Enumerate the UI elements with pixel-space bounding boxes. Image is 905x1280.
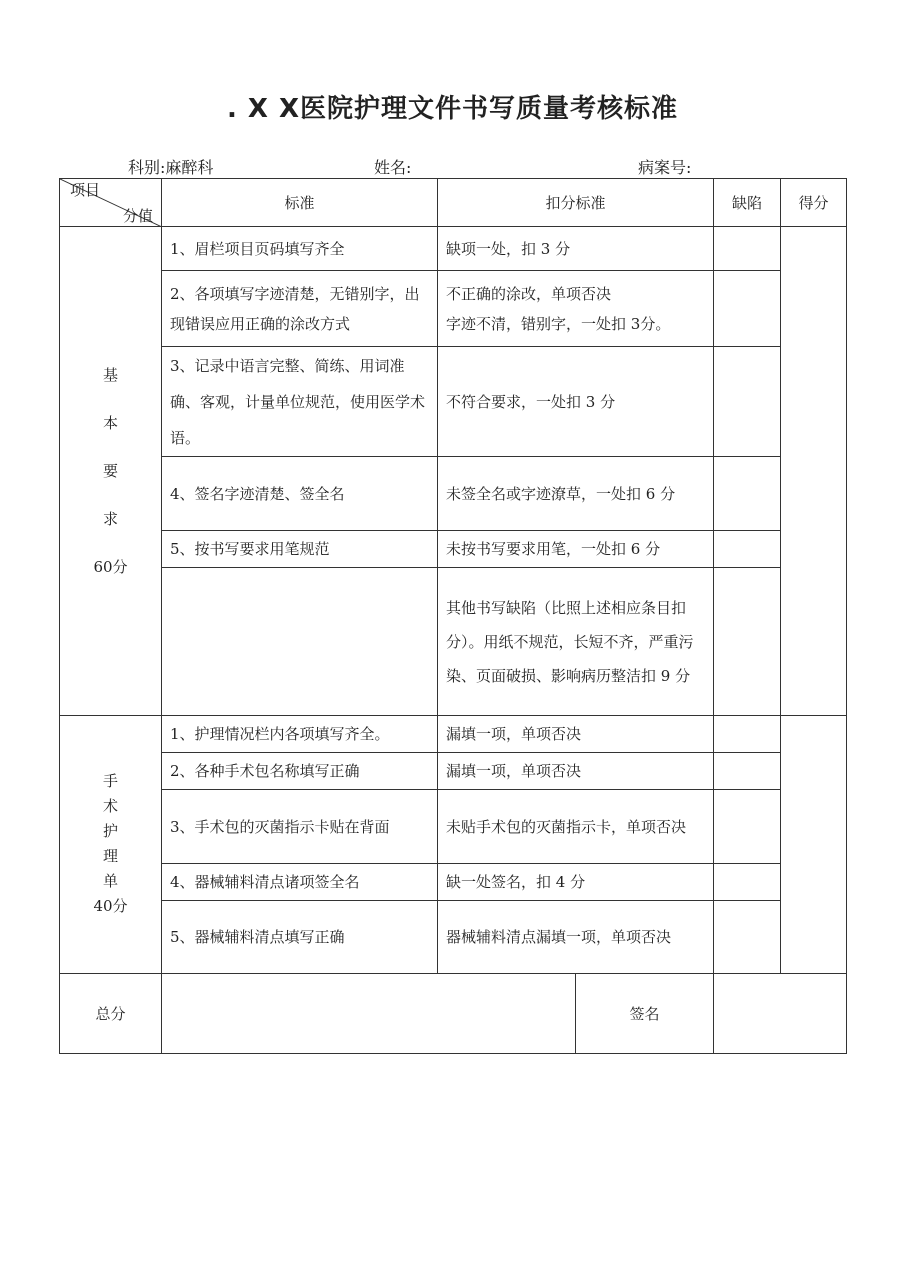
table-row <box>60 864 847 901</box>
standard-cell: 4、签名字迹清楚、签全名 <box>162 457 438 531</box>
assessment-table <box>59 178 847 1054</box>
deduction-cell: 漏填一项，单项否决 <box>438 716 714 753</box>
deduction-cell: 不正确的涂改，单项否决 字迹不清，错别字，一处扣 3分。 <box>438 271 714 347</box>
standard-cell: 3、记录中语言完整、简练、用词准确、客观，计量单位规范，使用医学术语。 <box>162 347 438 457</box>
standard-cell: 5、器械辅料清点填写正确 <box>162 901 438 974</box>
total-score-label: 总分 <box>60 974 162 1054</box>
table-footer-row <box>60 974 847 1054</box>
document-title: . X X医院护理文件书写质量考核标准 <box>226 94 679 124</box>
section-label: 基 本 要 求 60分 <box>93 366 128 576</box>
defect-cell[interactable] <box>714 568 781 716</box>
defect-cell[interactable] <box>714 716 781 753</box>
deduction-cell: 其他书写缺陷（比照上述相应条目扣分）。用纸不规范，长短不齐，严重污染、页面破损、影响病历整洁扣 9 分 <box>438 568 714 716</box>
table-row <box>60 457 847 531</box>
table-row <box>60 790 847 864</box>
standard-cell: 3、手术包的灭菌指示卡贴在背面 <box>162 790 438 864</box>
case-label: 病案号: <box>638 158 692 177</box>
table-row <box>60 901 847 974</box>
defect-cell[interactable] <box>714 864 781 901</box>
table-row <box>60 347 847 457</box>
deduction-cell: 未贴手术包的灭菌指示卡，单项否决 <box>438 790 714 864</box>
deduction-cell: 不符合要求，一处扣 3 分 <box>438 347 714 457</box>
defect-cell[interactable] <box>714 790 781 864</box>
header-defect: 缺陷 <box>714 179 781 227</box>
score-cell[interactable] <box>781 716 847 974</box>
defect-cell[interactable] <box>714 271 781 347</box>
deduction-cell: 未按书写要求用笔，一处扣 6 分 <box>438 531 714 568</box>
section-surgical-nursing-sheet <box>60 716 162 974</box>
standard-cell: 1、眉栏项目页码填写齐全 <box>162 227 438 271</box>
total-score-value[interactable] <box>162 974 576 1054</box>
section-label: 手 术 护 理 单 40分 <box>93 771 128 915</box>
table-row <box>60 568 847 716</box>
header-standard: 标准 <box>162 179 438 227</box>
header-score: 得分 <box>781 179 847 227</box>
dept-value: 麻醉科 <box>165 158 214 177</box>
standard-cell: 2、各种手术包名称填写正确 <box>162 753 438 790</box>
defect-cell[interactable] <box>714 753 781 790</box>
name-label: 姓名: <box>374 158 412 177</box>
signature-label: 签名 <box>576 974 714 1054</box>
name-field <box>374 155 411 178</box>
table-row <box>60 531 847 568</box>
case-number-field <box>638 155 691 178</box>
standard-cell: 1、护理情况栏内各项填写齐全。 <box>162 716 438 753</box>
deduction-cell: 未签全名或字迹潦草，一处扣 6 分 <box>438 457 714 531</box>
deduction-cell: 漏填一项，单项否决 <box>438 753 714 790</box>
defect-cell[interactable] <box>714 347 781 457</box>
standard-cell: 5、按书写要求用笔规范 <box>162 531 438 568</box>
defect-cell[interactable] <box>714 457 781 531</box>
dept-label: 科别: <box>128 158 166 177</box>
section-basic-requirements <box>60 227 162 716</box>
standard-cell: 4、器械辅料清点诸项签全名 <box>162 864 438 901</box>
header-deduction: 扣分标准 <box>438 179 714 227</box>
table-row <box>60 716 847 753</box>
deduction-cell: 缺项一处，扣 3 分 <box>438 227 714 271</box>
defect-cell[interactable] <box>714 227 781 271</box>
table-row <box>60 227 847 271</box>
table-row <box>60 271 847 347</box>
signature-value[interactable] <box>714 974 847 1054</box>
table-header-row <box>60 179 847 227</box>
dept-field <box>128 155 213 178</box>
deduction-cell: 缺一处签名，扣 4 分 <box>438 864 714 901</box>
table-row <box>60 753 847 790</box>
defect-cell[interactable] <box>714 901 781 974</box>
header-corner-cell <box>60 179 162 227</box>
header-item-label: 项目 <box>70 181 101 199</box>
score-cell[interactable] <box>781 227 847 716</box>
standard-cell <box>162 568 438 716</box>
standard-cell: 2、各项填写字迹清楚，无错别字，出现错误应用正确的涂改方式 <box>162 271 438 347</box>
header-score-value-label: 分值 <box>122 207 153 225</box>
defect-cell[interactable] <box>714 531 781 568</box>
deduction-cell: 器械辅料清点漏填一项，单项否决 <box>438 901 714 974</box>
